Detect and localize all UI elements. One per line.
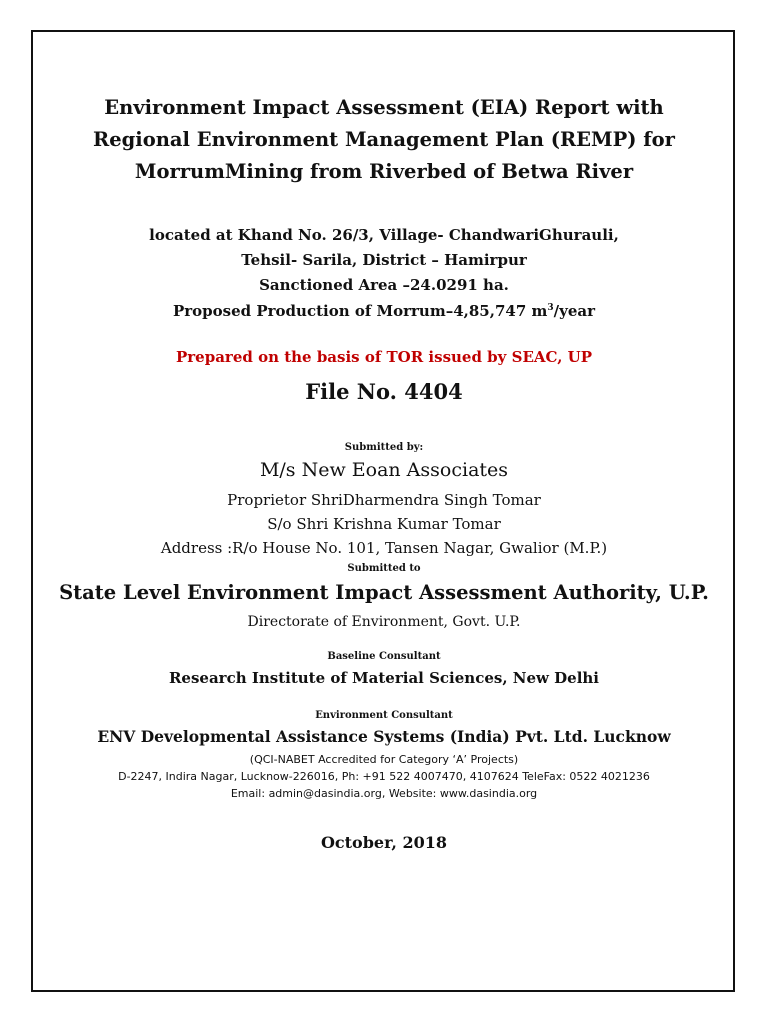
environment-consultant-label: Environment Consultant [315,710,453,721]
production-text: Proposed Production of Morrum–4,85,747 m [172,302,548,320]
accreditation-note: (QCI-NABET Accredited for Category ‘A’ Projects) [249,753,519,766]
firm-name: M/s New Eoan Associates [259,459,509,481]
production-superscript: 3 [547,303,554,313]
report-title-line-3: MorrumMining from Riverbed of Betwa River [134,160,634,183]
authority-name: State Level Environment Impact Assessment Authority, U.P. [59,581,709,604]
proposed-production [0,302,768,320]
report-title-line-1: Environment Impact Assessment (EIA) Report with [104,96,664,119]
sanctioned-area: Sanctioned Area –24.0291 ha. [259,276,509,294]
consultant-address: D-2247, Indira Nagar, Lucknow-226016, Ph: +91 522 4007470, 4107624 TeleFax: 0522 4021236 [118,770,650,783]
file-number: File No. 4404 [305,379,463,404]
proprietor-name: Proprietor ShriDharmendra Singh Tomar [227,491,541,509]
location-line-1: located at Khand No. 26/3, Village- ChandwariGhurauli, [149,226,619,244]
baseline-consultant-label: Baseline Consultant [327,651,441,662]
tor-note: Prepared on the basis of TOR issued by SEAC, UP [176,348,592,366]
production-unit: /year [553,302,596,320]
firm-address: Address :R/o House No. 101, Tansen Nagar, Gwalior (M.P.) [160,539,608,557]
location-line-2: Tehsil- Sarila, District – Hamirpur [241,251,527,269]
submitted-by-label: Submitted by: [344,442,424,453]
submitted-to-label: Submitted to [347,563,421,574]
baseline-consultant-name: Research Institute of Material Sciences, New Delhi [168,669,600,687]
environment-consultant-name: ENV Developmental Assistance Systems (India) Pvt. Ltd. Lucknow [97,727,671,746]
report-date: October, 2018 [320,833,448,852]
proprietor-relation: S/o Shri Krishna Kumar Tomar [267,515,501,533]
directorate: Directorate of Environment, Govt. U.P. [247,614,521,630]
consultant-email-website: Email: admin@dasindia.org, Website: www.dasindia.org [230,787,538,800]
report-title-line-2: Regional Environment Management Plan (REMP) for [93,128,675,151]
